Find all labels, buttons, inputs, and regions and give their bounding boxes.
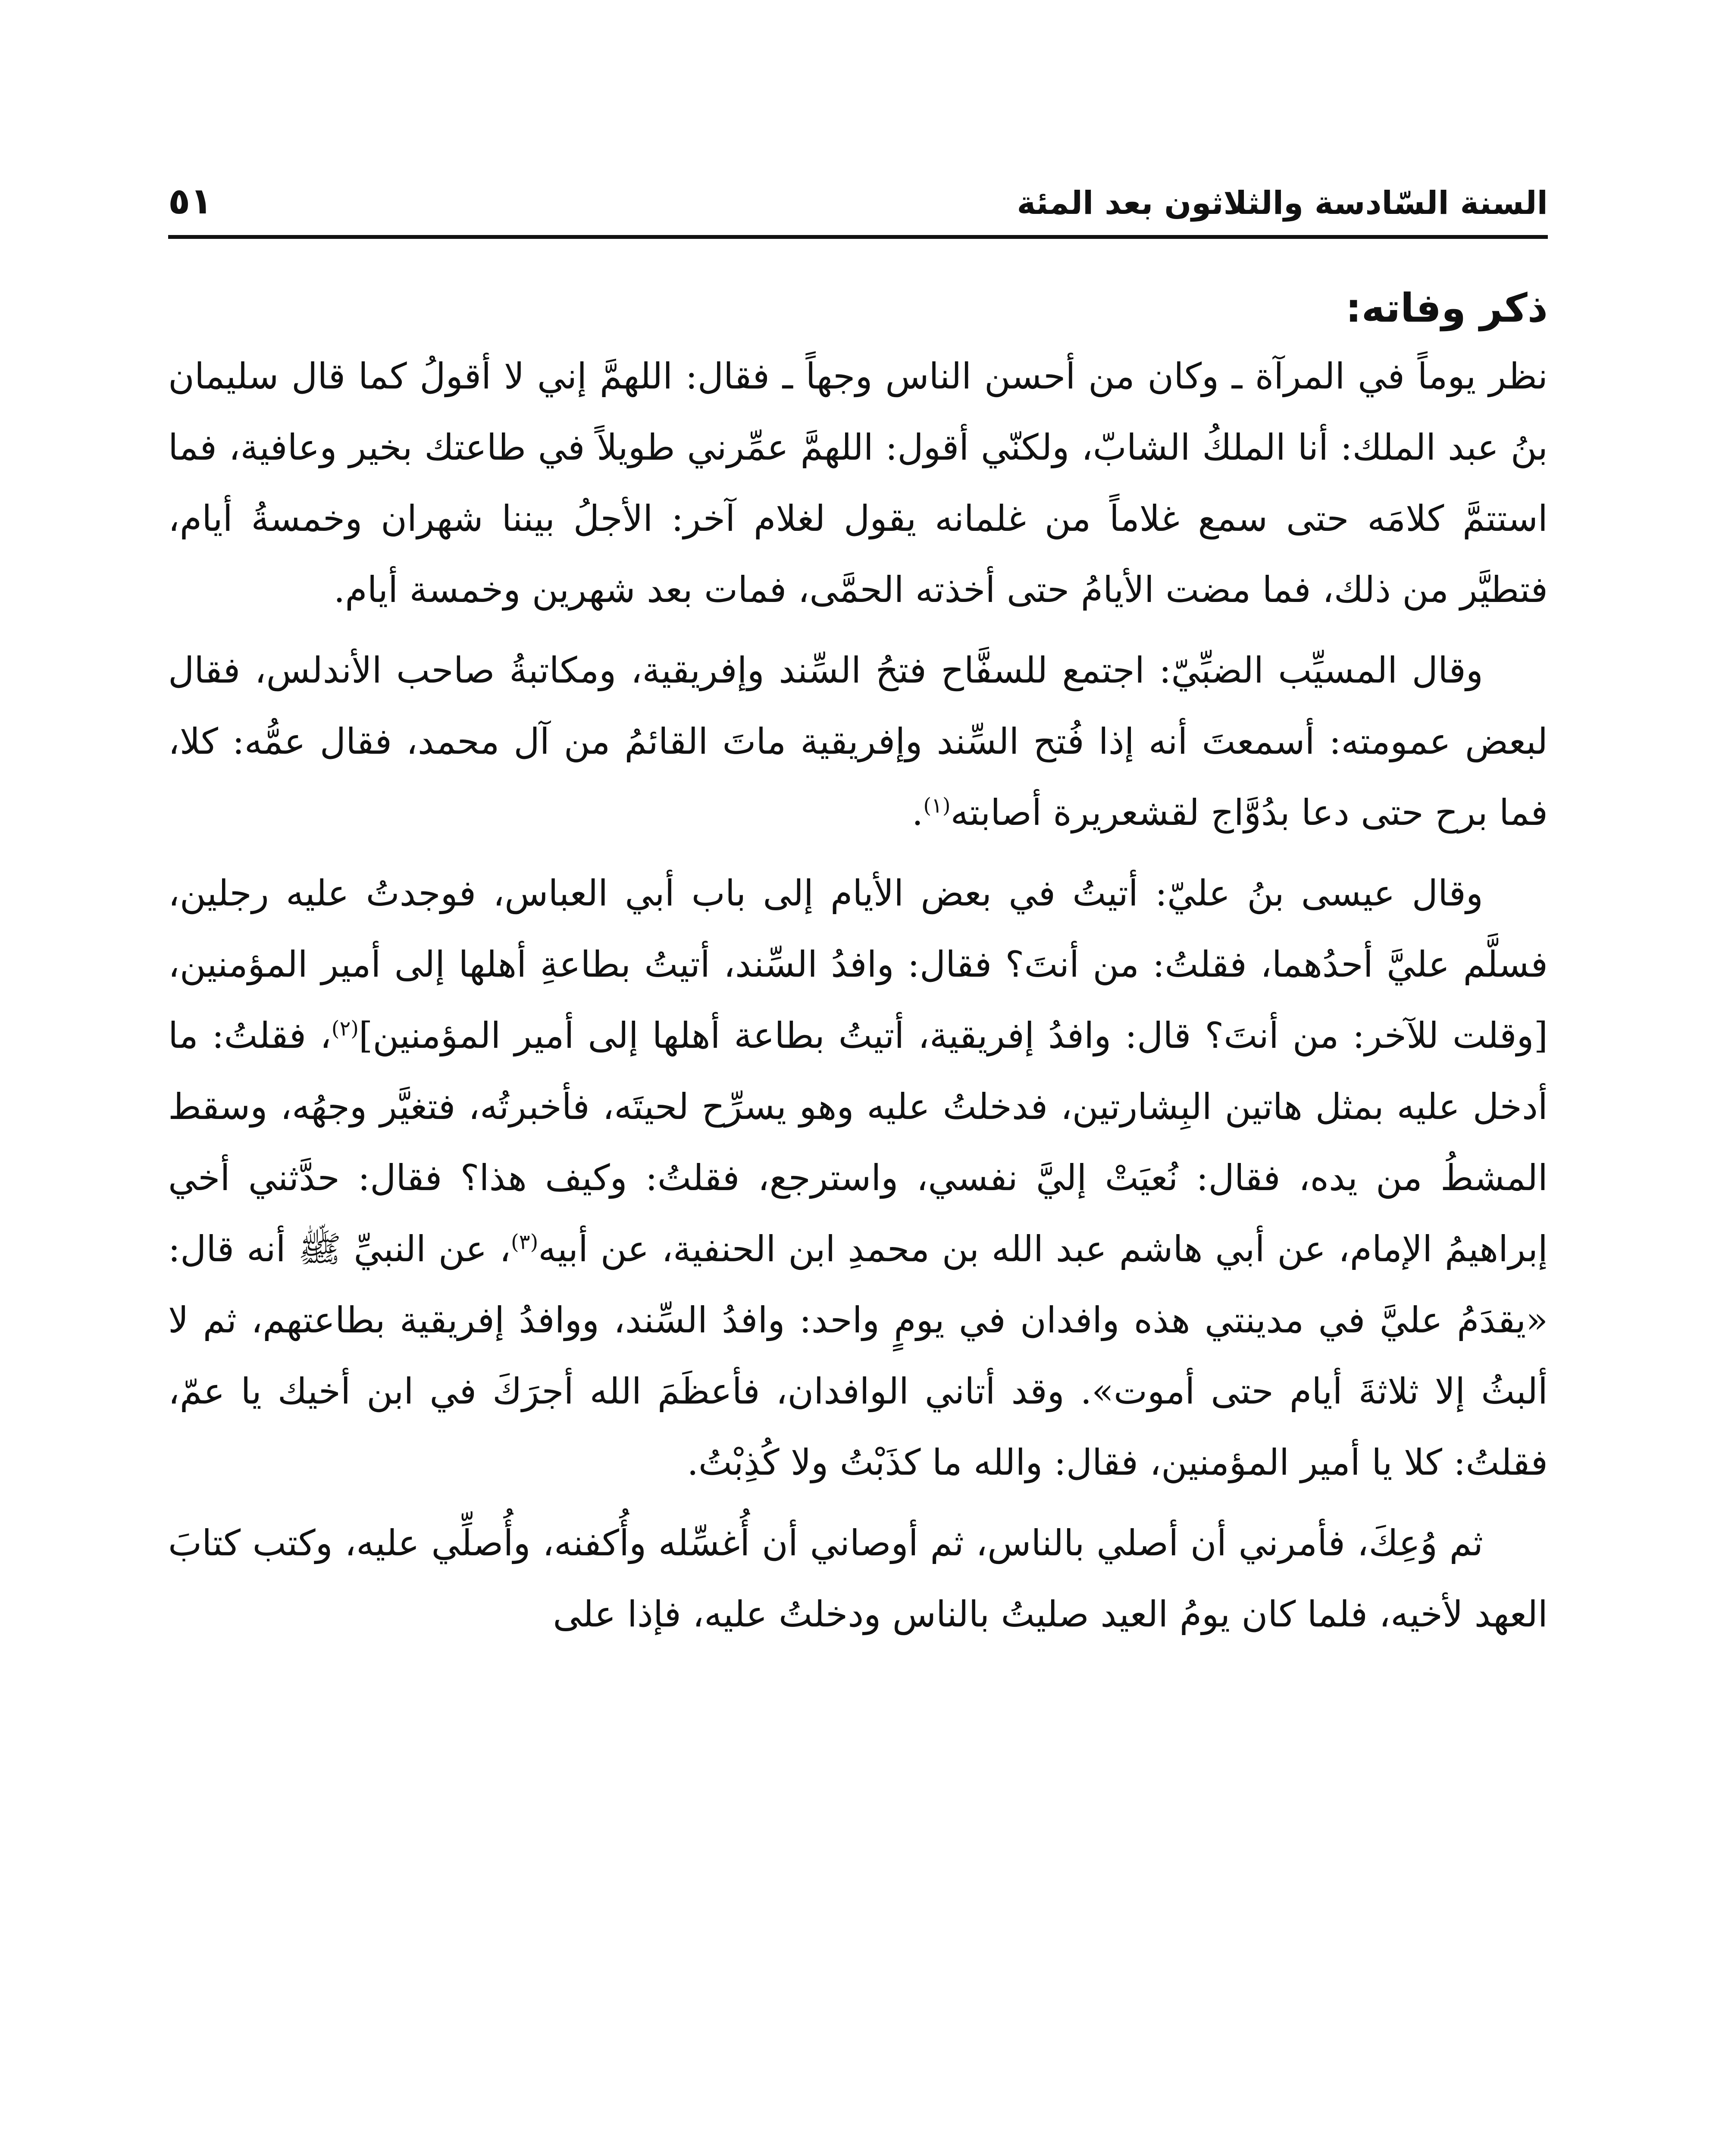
paragraph xyxy=(168,341,1548,625)
footnote-marker: (١) xyxy=(923,793,951,818)
paragraph-text: وقال عيسى بنُ عليّ: أتيتُ في بعض الأيام إلى باب أبي العباس، فوجدتُ عليه رجلين، فسلَّم عليَّ أحدُهما، فقلتُ: من أنتَ؟ فقال: وافدُ السِّند، أتيتُ بطاعةِ أهلها إلى أمير المؤمنين، [وقلت للآخر: من أنتَ؟ قال: وافدُ إفريقية، أتيتُ بطاعة أهلها إلى أمير المؤمنين] xyxy=(168,872,1548,1056)
section-heading: ذكر وفاته: xyxy=(1345,285,1548,331)
paragraph xyxy=(168,1507,1548,1650)
paragraph-text: ، عن النبيِّ ﷺ أنه قال: «يقدَمُ عليَّ في مدينتي هذه وافدان في يومٍ واحد: وافدُ السِّند، ووافدُ إفريقية بطاعتهم، ثم لا ألبثُ إلا ثلاثةَ أيام حتى أموت». وقد أتاني الوافدان، فأعظَمَ الله أجرَكَ في ابن أخيك يا عمّ، فقلتُ: كلا يا أمير المؤمنين، فقال: والله ما كذَبْتُ ولا كُذِبْتُ. xyxy=(168,1228,1548,1483)
running-title: السنة السّادسة والثلاثون بعد المئة xyxy=(1017,185,1548,222)
paragraph-text: وقال المسيِّب الضبِّيّ: اجتمع للسفَّاح فتحُ السِّند وإفريقية، ومكاتبةُ صاحب الأندلس، فقال لبعض عمومته: أسمعتَ أنه إذا فُتح السِّند وإفريقية ماتَ القائمُ من آل محمد، فقال عمُّه: كلا، فما برح حتى دعا بدُوَّاج لقشعريرة أصابته xyxy=(168,649,1548,834)
sentence-end: . xyxy=(911,792,924,834)
page-number: ٥١ xyxy=(168,180,213,222)
header-rule xyxy=(168,235,1548,239)
page-header xyxy=(168,155,1548,229)
main-text xyxy=(168,276,1548,1650)
paragraph-text: ثم وُعِكَ، فأمرني أن أصلي بالناس، ثم أوصاني أن أُغسِّله وأُكفنه، وأُصلِّي عليه، وكتب كتابَ العهد لأخيه، فلما كان يومُ العيد صليتُ بالناس ودخلتُ عليه، فإذا على xyxy=(168,1522,1548,1635)
paragraph-text: ، فقلتُ: ما أدخل عليه بمثل هاتين البِشارتين، فدخلتُ عليه وهو يسرِّح لحيتَه، فأخبرتُه، فتغيَّر وجهُه، وسقط المشطُ من يده، فقال: نُعيَتْ إليَّ نفسي، واسترجع، فقلتُ: وكيف هذا؟ فقال: حدَّثني أخي إبراهيمُ الإمام، عن أبي هاشم عبد الله بن محمدِ ابن الحنفية، عن أبيه xyxy=(168,1015,1548,1270)
footnote-marker: (٣) xyxy=(511,1230,539,1254)
paragraph xyxy=(168,858,1548,1498)
paragraph xyxy=(168,635,1548,848)
footnote-marker: (٢) xyxy=(331,1016,359,1041)
paragraph-text: نظر يوماً في المرآة ـ وكان من أحسن الناس وجهاً ـ فقال: اللهمَّ إني لا أقولُ كما قال سليمان بنُ عبد الملك: أنا الملكُ الشابّ، ولكنّي أقول: اللهمَّ عمِّرني طويلاً في طاعتك بخير وعافية، فما استتمَّ كلامَه حتى سمع غلاماً من غلمانه يقول لغلام آخر: الأجلُ بيننا شهران وخمسةُ أيام، فتطيَّر من ذلك، فما مضت الأيامُ حتى أخذته الحمَّى، فمات بعد شهرين وخمسة أيام. xyxy=(168,355,1548,611)
